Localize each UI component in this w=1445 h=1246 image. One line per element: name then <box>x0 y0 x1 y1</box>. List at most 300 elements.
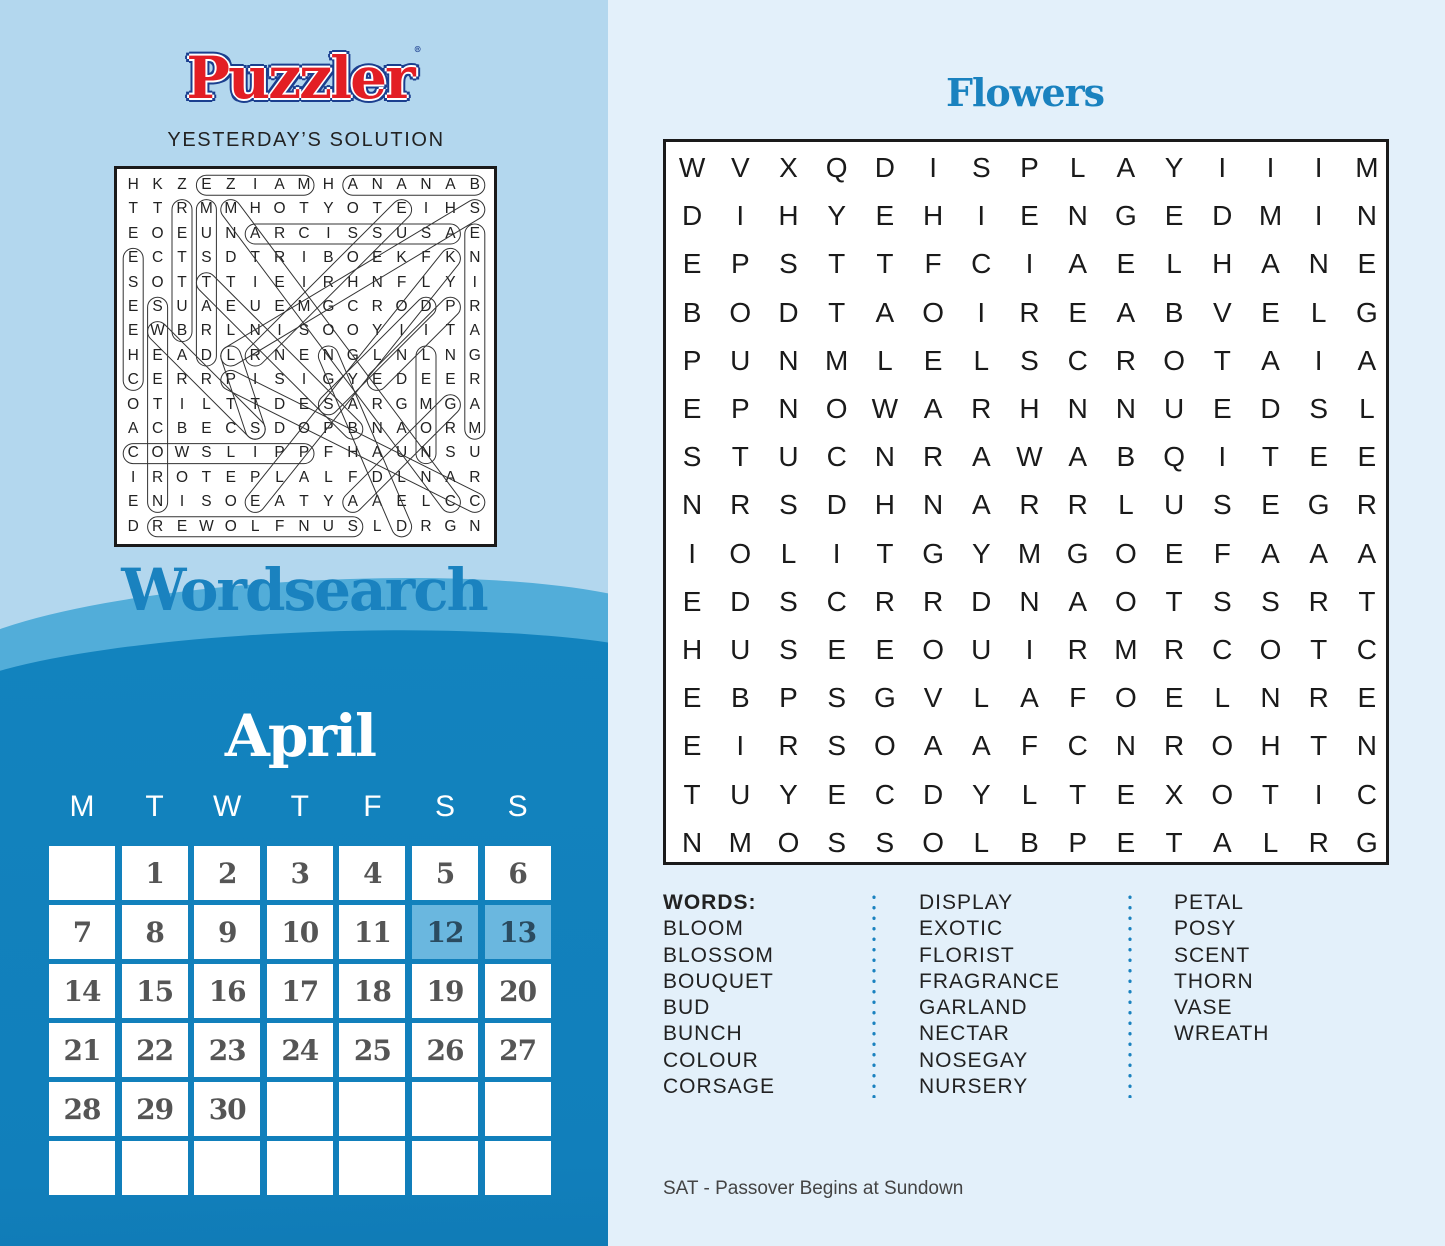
grid-cell[interactable]: E <box>875 200 895 232</box>
grid-cell[interactable]: U <box>1163 489 1185 521</box>
solution-cell: W <box>150 322 165 340</box>
found-word-circle <box>416 346 436 464</box>
grid-cell[interactable]: E <box>1357 441 1377 473</box>
grid-cell[interactable]: D <box>971 585 992 617</box>
grid-cell[interactable]: H <box>1212 248 1233 280</box>
solution-cell: D <box>127 517 139 535</box>
grid-cell[interactable]: O <box>777 826 800 858</box>
grid-cell[interactable]: A <box>1261 248 1280 280</box>
solution-cell: L <box>421 346 431 364</box>
solution-cell: E <box>420 371 432 389</box>
calendar-day-17: 17 <box>267 964 333 1018</box>
grid-cell[interactable]: A <box>1068 248 1088 280</box>
solution-cell: T <box>250 395 260 413</box>
grid-cell[interactable]: R <box>1308 682 1329 714</box>
grid-cell[interactable]: G <box>922 537 944 569</box>
grid-cell[interactable]: A <box>971 489 991 521</box>
grid-cell[interactable]: D <box>1212 200 1233 232</box>
grid-cell[interactable]: N <box>1115 393 1136 424</box>
solution-cell: N <box>469 517 481 535</box>
grid-cell[interactable]: W <box>871 393 899 424</box>
grid-cell[interactable]: C <box>971 248 992 280</box>
grid-cell[interactable]: L <box>973 826 990 858</box>
grid-cell[interactable]: S <box>1212 489 1232 521</box>
solution-cell: N <box>249 322 261 340</box>
grid-cell[interactable]: S <box>682 441 702 473</box>
grid-cell[interactable]: I <box>1025 248 1034 280</box>
calendar-day-9: 9 <box>194 905 260 959</box>
solution-cell: S <box>152 298 163 315</box>
grid-cell[interactable]: I <box>688 537 696 569</box>
solution-cell: L <box>372 517 382 535</box>
calendar-day-empty <box>49 846 115 900</box>
word-list-item: BLOOM <box>663 917 744 941</box>
grid-cell[interactable]: I <box>1025 634 1034 665</box>
solution-cell: Y <box>347 371 358 389</box>
grid-cell[interactable]: A <box>1116 152 1136 183</box>
grid-cell[interactable]: T <box>1069 778 1087 810</box>
grid-cell[interactable]: Y <box>1164 152 1184 183</box>
solution-cell: Y <box>323 493 334 511</box>
grid-cell[interactable]: O <box>1163 344 1185 376</box>
solution-cell: R <box>444 420 456 437</box>
grid-cell[interactable]: L <box>1021 778 1038 810</box>
grid-cell[interactable]: E <box>923 344 943 376</box>
grid-cell[interactable]: Y <box>971 537 991 569</box>
solution-marks <box>117 169 494 544</box>
solution-cell: N <box>444 346 456 364</box>
grid-cell[interactable]: I <box>1314 778 1323 810</box>
grid-cell[interactable]: P <box>730 393 750 424</box>
found-word-circle <box>172 200 192 342</box>
grid-cell[interactable]: S <box>971 152 991 183</box>
grid-cell[interactable]: D <box>778 296 799 328</box>
grid-cell[interactable]: F <box>924 248 942 280</box>
solution-cell: N <box>371 176 383 193</box>
grid-cell[interactable]: V <box>730 152 750 183</box>
grid-cell[interactable]: E <box>682 585 702 617</box>
grid-cell[interactable]: R <box>1115 344 1136 376</box>
grid-cell[interactable]: F <box>1020 730 1039 762</box>
grid-cell[interactable]: M <box>728 826 752 858</box>
grid-cell[interactable]: L <box>1310 296 1327 328</box>
grid-cell[interactable]: I <box>1218 152 1227 183</box>
grid-cell[interactable]: T <box>1213 344 1231 376</box>
solution-cell: T <box>226 395 236 413</box>
solution-cell: S <box>445 444 456 462</box>
solution-cell: C <box>127 371 139 389</box>
grid-cell[interactable]: L <box>1118 489 1134 521</box>
solution-cell: O <box>395 298 408 315</box>
grid-cell[interactable]: E <box>1116 248 1136 280</box>
grid-cell[interactable]: S <box>779 634 798 665</box>
grid-cell[interactable]: T <box>828 248 846 280</box>
wordsearch-grid[interactable] <box>663 139 1389 865</box>
grid-cell[interactable]: R <box>1356 489 1377 521</box>
grid-cell[interactable]: E <box>1164 682 1184 714</box>
grid-cell[interactable]: R <box>922 441 944 473</box>
solution-cell: R <box>420 517 432 535</box>
grid-cell[interactable]: N <box>778 344 799 376</box>
grid-cell[interactable]: R <box>1308 585 1329 617</box>
solution-cell: T <box>152 395 163 413</box>
grid-cell[interactable]: H <box>922 200 944 232</box>
grid-cell[interactable]: N <box>874 441 895 473</box>
grid-cell[interactable]: A <box>1261 537 1280 569</box>
grid-cell[interactable]: A <box>1020 682 1039 714</box>
solution-cell: R <box>151 468 164 486</box>
solution-cell: G <box>346 346 359 364</box>
grid-cell[interactable]: T <box>1261 441 1280 473</box>
grid-cell[interactable]: A <box>1261 344 1280 376</box>
solution-cell: S <box>347 224 358 242</box>
grid-cell[interactable]: I <box>1266 152 1275 183</box>
grid-cell[interactable]: L <box>780 537 797 569</box>
grid-cell[interactable]: R <box>1308 826 1329 858</box>
solution-cell: L <box>226 444 236 462</box>
grid-cell[interactable]: S <box>875 826 895 858</box>
solution-cell: C <box>225 420 237 437</box>
found-word-circle <box>143 317 269 443</box>
solution-cell: I <box>253 273 258 291</box>
grid-cell[interactable]: B <box>1164 296 1184 328</box>
solution-cell: I <box>399 322 404 340</box>
grid-cell[interactable]: A <box>1116 296 1136 328</box>
grid-cell[interactable]: S <box>1309 393 1329 424</box>
grid-cell[interactable]: B <box>682 296 702 328</box>
grid-cell[interactable]: I <box>1314 152 1323 183</box>
grid-cell[interactable]: T <box>1358 585 1376 617</box>
grid-cell[interactable]: N <box>1260 682 1281 714</box>
solution-cell: S <box>201 249 212 267</box>
grid-cell[interactable]: E <box>1357 248 1377 280</box>
grid-cell[interactable]: T <box>876 537 894 569</box>
grid-cell[interactable]: W <box>1016 441 1043 473</box>
grid-cell[interactable]: I <box>1314 200 1323 232</box>
grid-cell[interactable]: N <box>1019 585 1040 617</box>
grid-cell[interactable]: T <box>683 778 701 810</box>
grid-cell[interactable]: M <box>1355 152 1379 183</box>
grid-cell[interactable]: V <box>1212 296 1232 328</box>
word-list-item: COLOUR <box>663 1048 759 1072</box>
grid-cell[interactable]: L <box>1069 152 1086 183</box>
grid-cell[interactable]: U <box>730 778 751 810</box>
grid-cell[interactable]: Q <box>825 152 848 183</box>
solution-cell: E <box>298 346 310 364</box>
grid-cell[interactable]: N <box>922 489 944 521</box>
grid-cell[interactable]: E <box>1261 296 1280 328</box>
grid-cell[interactable]: X <box>1164 778 1184 810</box>
grid-cell[interactable]: U <box>1163 393 1185 424</box>
grid-cell[interactable]: R <box>1067 634 1088 665</box>
grid-cell[interactable]: E <box>1068 296 1088 328</box>
grid-cell[interactable]: C <box>826 585 847 617</box>
grid-cell[interactable]: A <box>1357 537 1377 569</box>
grid-cell[interactable]: D <box>681 200 703 232</box>
grid-cell[interactable]: I <box>736 200 745 232</box>
grid-cell[interactable]: G <box>1115 200 1137 232</box>
grid-cell[interactable]: I <box>977 296 986 328</box>
grid-cell[interactable]: E <box>682 393 702 424</box>
grid-cell[interactable]: L <box>1359 393 1375 424</box>
grid-cell[interactable]: S <box>1212 585 1232 617</box>
solution-cell: E <box>372 371 383 389</box>
grid-cell[interactable]: E <box>875 634 895 665</box>
grid-cell[interactable]: T <box>1310 634 1328 665</box>
grid-cell[interactable]: O <box>922 634 944 665</box>
grid-cell[interactable]: N <box>1067 393 1088 424</box>
grid-cell[interactable]: R <box>1163 634 1185 665</box>
grid-cell[interactable]: O <box>1115 585 1137 617</box>
grid-cell[interactable]: B <box>1116 441 1136 473</box>
word-list-item: NURSERY <box>919 1075 1029 1099</box>
grid-cell[interactable]: N <box>681 826 703 858</box>
grid-cell[interactable]: F <box>1213 537 1231 569</box>
grid-cell[interactable]: N <box>1308 248 1329 280</box>
grid-cell[interactable]: O <box>1211 730 1234 762</box>
grid-cell[interactable]: I <box>1314 344 1323 376</box>
grid-cell[interactable]: S <box>827 730 847 762</box>
grid-cell[interactable]: F <box>1069 682 1087 714</box>
grid-cell[interactable]: B <box>730 682 750 714</box>
grid-cell[interactable]: G <box>1356 826 1378 858</box>
solution-cell: U <box>395 224 408 242</box>
found-word-circle <box>196 200 216 366</box>
grid-cell[interactable]: T <box>876 248 894 280</box>
grid-cell[interactable]: E <box>827 778 847 810</box>
grid-cell[interactable]: P <box>1068 826 1088 858</box>
grid-cell[interactable]: M <box>1114 634 1138 665</box>
grid-cell[interactable]: T <box>1165 826 1183 858</box>
found-word-circle <box>314 293 440 419</box>
solution-cell: B <box>347 420 358 437</box>
grid-cell[interactable]: O <box>1259 634 1282 665</box>
solution-cell: D <box>371 468 383 486</box>
grid-cell[interactable]: S <box>827 682 847 714</box>
grid-cell[interactable]: O <box>729 537 752 569</box>
grid-cell[interactable]: A <box>971 730 991 762</box>
solution-cell: R <box>151 517 164 535</box>
grid-cell[interactable]: S <box>1020 344 1039 376</box>
grid-cell[interactable]: C <box>1067 730 1088 762</box>
grid-cell[interactable]: D <box>826 489 847 521</box>
grid-cell[interactable]: U <box>778 441 799 473</box>
solution-grid <box>114 166 497 547</box>
grid-cell[interactable]: I <box>1218 441 1227 473</box>
solution-cell: C <box>444 493 456 511</box>
grid-cell[interactable]: O <box>874 730 896 762</box>
grid-cell[interactable]: R <box>1163 730 1185 762</box>
grid-cell[interactable]: L <box>1262 826 1279 858</box>
grid-cell[interactable]: R <box>1019 296 1040 328</box>
grid-cell[interactable]: M <box>1258 200 1283 232</box>
grid-cell[interactable]: D <box>1260 393 1281 424</box>
solution-cell: R <box>249 346 261 364</box>
grid-cell[interactable]: D <box>874 152 895 183</box>
grid-cell[interactable]: H <box>778 200 799 232</box>
grid-cell[interactable]: U <box>730 634 751 665</box>
grid-cell[interactable]: C <box>1067 344 1088 376</box>
grid-cell[interactable]: N <box>1356 200 1377 232</box>
grid-cell[interactable]: A <box>971 441 991 473</box>
grid-cell[interactable]: L <box>877 344 893 376</box>
grid-cell[interactable]: S <box>779 248 798 280</box>
solution-cell: M <box>297 298 311 315</box>
grid-cell[interactable]: M <box>825 344 849 376</box>
grid-cell[interactable]: D <box>922 778 944 810</box>
grid-cell[interactable]: A <box>1212 826 1232 858</box>
grid-cell[interactable]: E <box>682 248 702 280</box>
grid-cell[interactable]: C <box>1356 778 1377 810</box>
grid-cell[interactable]: P <box>1020 152 1039 183</box>
grid-cell[interactable]: X <box>779 152 798 183</box>
solution-cell: C <box>151 249 164 267</box>
grid-cell[interactable]: L <box>1166 248 1182 280</box>
grid-cell[interactable]: N <box>1356 730 1377 762</box>
grid-cell[interactable]: E <box>1020 200 1039 232</box>
solution-cell: S <box>201 493 212 511</box>
grid-cell[interactable]: S <box>779 489 798 521</box>
grid-cell[interactable]: A <box>875 296 895 328</box>
grid-cell[interactable]: Q <box>1163 441 1185 473</box>
grid-cell[interactable]: H <box>1019 393 1040 424</box>
grid-cell[interactable]: E <box>1164 537 1184 569</box>
grid-cell[interactable]: N <box>1067 200 1088 232</box>
left-panel <box>0 0 608 1246</box>
word-list-item: GARLAND <box>919 996 1028 1020</box>
grid-cell[interactable]: I <box>929 152 937 183</box>
grid-cell[interactable]: E <box>1116 778 1136 810</box>
grid-cell[interactable]: O <box>1115 682 1137 714</box>
grid-cell[interactable]: I <box>832 537 841 569</box>
grid-cell[interactable]: I <box>977 200 986 232</box>
grid-cell[interactable]: C <box>1212 634 1233 665</box>
grid-cell[interactable]: H <box>1260 730 1281 762</box>
grid-cell[interactable]: T <box>1261 778 1280 810</box>
solution-cell: E <box>298 395 310 413</box>
grid-cell[interactable]: L <box>1214 682 1231 714</box>
grid-cell[interactable]: N <box>778 393 799 424</box>
grid-cell[interactable]: E <box>1164 200 1184 232</box>
grid-cell[interactable]: P <box>730 248 750 280</box>
word-list-item: NOSEGAY <box>919 1048 1029 1072</box>
grid-cell[interactable]: E <box>682 730 702 762</box>
grid-cell[interactable]: A <box>1068 441 1088 473</box>
grid-cell[interactable]: A <box>1357 344 1377 376</box>
grid-cell[interactable]: H <box>681 634 703 665</box>
grid-cell[interactable]: W <box>678 152 706 183</box>
grid-cell[interactable]: A <box>1068 585 1088 617</box>
calendar-day-empty <box>339 1141 405 1195</box>
grid-cell[interactable]: H <box>874 489 895 521</box>
grid-cell[interactable]: R <box>922 585 944 617</box>
grid-cell[interactable]: C <box>826 441 847 473</box>
grid-cell[interactable]: P <box>779 682 798 714</box>
grid-cell[interactable]: C <box>1356 634 1377 665</box>
grid-cell[interactable]: N <box>1115 730 1136 762</box>
solution-cell: R <box>469 298 481 315</box>
grid-cell[interactable]: A <box>923 730 943 762</box>
grid-cell[interactable]: U <box>971 634 992 665</box>
solution-cell: O <box>297 420 311 437</box>
grid-cell[interactable]: S <box>779 585 798 617</box>
grid-cell[interactable]: T <box>828 296 846 328</box>
grid-cell[interactable]: Y <box>827 200 847 232</box>
grid-cell[interactable]: G <box>1066 537 1089 569</box>
grid-cell[interactable]: B <box>1020 826 1039 858</box>
grid-cell[interactable]: S <box>827 826 847 858</box>
grid-cell[interactable]: E <box>1261 489 1280 521</box>
grid-cell[interactable]: R <box>971 393 992 424</box>
word-list-item: BUD <box>663 996 711 1020</box>
solution-cell: T <box>177 249 187 267</box>
grid-cell[interactable]: C <box>874 778 895 810</box>
calendar-day-empty <box>267 1082 333 1136</box>
solution-cell: A <box>445 224 456 242</box>
solution-cell: L <box>226 346 236 364</box>
grid-cell[interactable]: N <box>681 489 703 521</box>
grid-cell[interactable]: E <box>827 634 847 665</box>
solution-cell: S <box>372 224 383 242</box>
grid-cell[interactable]: T <box>1310 730 1328 762</box>
dotted-divider <box>1128 892 1132 1098</box>
grid-cell[interactable]: D <box>730 585 751 617</box>
grid-cell[interactable]: S <box>1261 585 1280 617</box>
grid-cell[interactable]: A <box>923 393 943 424</box>
grid-cell[interactable]: Y <box>971 778 991 810</box>
grid-cell[interactable]: T <box>1165 585 1183 617</box>
solution-cell: I <box>423 322 429 340</box>
grid-cell[interactable]: E <box>1309 441 1329 473</box>
grid-cell[interactable]: R <box>730 489 751 521</box>
grid-cell[interactable]: E <box>1212 393 1232 424</box>
solution-cell: U <box>176 298 188 315</box>
grid-cell[interactable]: V <box>923 682 943 714</box>
grid-cell[interactable]: O <box>922 826 944 858</box>
grid-cell[interactable]: O <box>729 296 752 328</box>
grid-cell[interactable]: O <box>1211 778 1234 810</box>
grid-cell[interactable]: O <box>922 296 944 328</box>
grid-cell[interactable]: O <box>1115 537 1137 569</box>
grid-cell[interactable]: R <box>1019 489 1040 521</box>
grid-cell[interactable]: R <box>778 730 799 762</box>
grid-cell[interactable]: G <box>1356 296 1378 328</box>
word-list-item: DISPLAY <box>919 891 1014 914</box>
grid-cell[interactable]: P <box>682 344 702 376</box>
grid-cell[interactable]: A <box>1309 537 1329 569</box>
grid-cell[interactable]: G <box>874 682 896 714</box>
grid-cell[interactable]: R <box>1067 489 1088 521</box>
solution-cell: A <box>274 176 285 193</box>
grid-cell[interactable]: U <box>730 344 751 376</box>
grid-cell[interactable]: O <box>825 393 848 424</box>
grid-cell[interactable]: G <box>1307 489 1330 521</box>
grid-cell[interactable]: E <box>1116 826 1136 858</box>
grid-cell[interactable]: L <box>973 682 990 714</box>
grid-cell[interactable]: R <box>874 585 895 617</box>
word-list-item: SCENT <box>1174 943 1251 967</box>
grid-cell[interactable]: T <box>731 441 749 473</box>
wordsearch-title: Wordsearch <box>121 556 487 624</box>
grid-cell[interactable]: E <box>682 682 702 714</box>
solution-cell: P <box>445 298 456 315</box>
grid-cell[interactable]: I <box>736 730 745 762</box>
solution-cell: L <box>421 493 431 511</box>
grid-cell[interactable]: L <box>973 344 990 376</box>
grid-cell[interactable]: M <box>1017 537 1042 569</box>
grid-cell[interactable]: Y <box>779 778 798 810</box>
grid-cell[interactable]: E <box>1357 682 1377 714</box>
